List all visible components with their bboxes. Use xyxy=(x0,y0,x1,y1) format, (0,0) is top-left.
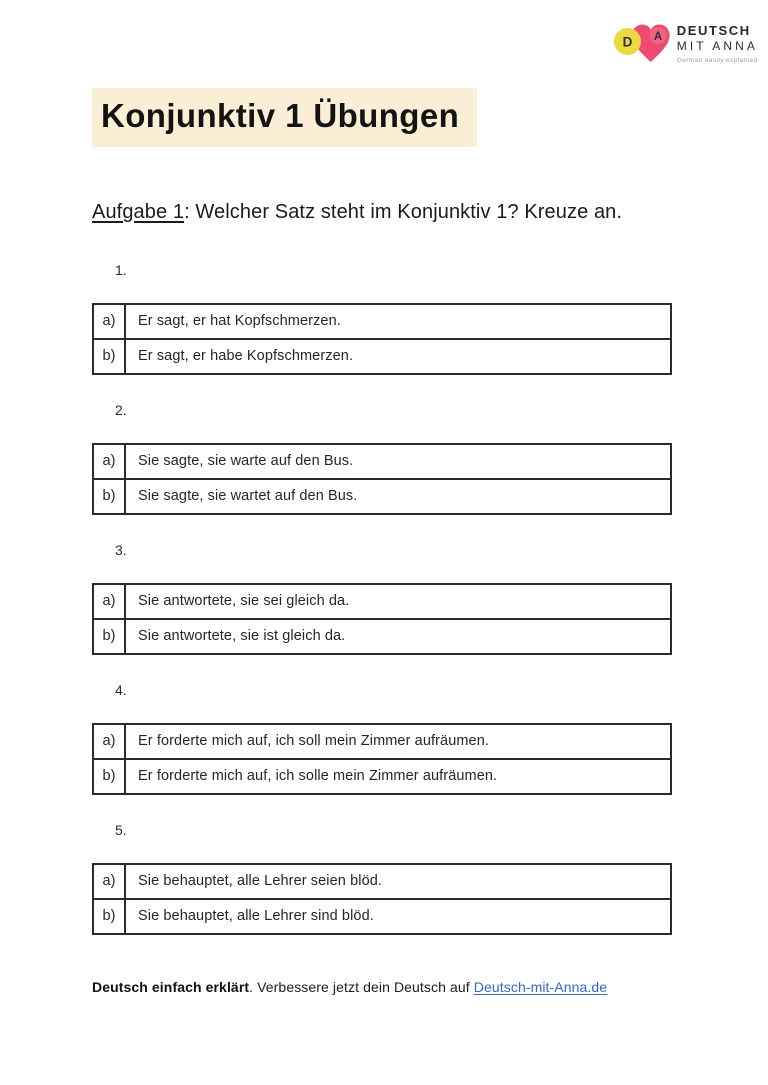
footer xyxy=(92,979,676,995)
option-2a-key-cell: a) xyxy=(93,444,125,479)
option-1b-key-cell: b) xyxy=(93,339,125,374)
footer-brand-text: Deutsch einfach erklärt xyxy=(92,978,250,995)
option-row xyxy=(93,584,671,619)
question-2-options-table xyxy=(92,443,672,515)
brand-wordmark xyxy=(677,17,758,64)
logo-letter-a: A xyxy=(653,31,662,43)
question-1-number: 1. xyxy=(115,261,127,278)
question-1 xyxy=(92,262,676,375)
question-2 xyxy=(92,402,676,515)
option-row xyxy=(93,864,671,899)
option-5b-text: Sie behauptet, alle Lehrer sind blöd. xyxy=(125,899,671,934)
question-5-options-table xyxy=(92,863,672,935)
question-3-options-table xyxy=(92,583,672,655)
page-title: Konjunktiv 1 Übungen xyxy=(92,88,477,147)
option-5a-key-cell: a) xyxy=(93,864,125,899)
option-4b-key-cell: b) xyxy=(93,759,125,794)
option-row xyxy=(93,444,671,479)
question-5 xyxy=(92,822,676,935)
question-2-number: 2. xyxy=(115,401,127,418)
option-5b-key-cell: b) xyxy=(93,899,125,934)
option-row xyxy=(93,759,671,794)
option-4a-key-cell: a) xyxy=(93,724,125,759)
brand-name-line1: DEUTSCH xyxy=(676,23,751,38)
question-5-number: 5. xyxy=(115,821,127,838)
task-heading xyxy=(92,201,676,224)
question-3 xyxy=(92,542,676,655)
option-row xyxy=(93,479,671,514)
footer-cta-text: . Verbessere jetzt dein Deutsch auf xyxy=(249,978,474,995)
question-4-options-table xyxy=(92,723,672,795)
brand-heart-icon xyxy=(614,17,672,65)
option-1a-key-cell: a) xyxy=(93,304,125,339)
brand-name-line2: MIT ANNA xyxy=(676,39,758,54)
option-3b-text: Sie antwortete, sie ist gleich da. xyxy=(125,619,671,654)
question-4-number: 4. xyxy=(115,681,127,698)
option-row xyxy=(93,304,671,339)
option-3b-key-cell: b) xyxy=(93,619,125,654)
question-1-options-table xyxy=(92,303,672,375)
option-row xyxy=(93,339,671,374)
option-3a-key-cell: a) xyxy=(93,584,125,619)
question-3-number: 3. xyxy=(115,541,127,558)
logo-letter-d: D xyxy=(622,34,633,50)
option-4b-text: Er forderte mich auf, ich solle mein Zimmer aufräumen. xyxy=(125,759,671,794)
option-row xyxy=(93,724,671,759)
option-1a-text: Er sagt, er hat Kopfschmerzen. xyxy=(125,304,671,339)
task-label: Aufgabe 1 xyxy=(92,200,185,223)
option-5a-text: Sie behauptet, alle Lehrer seien blöd. xyxy=(125,864,671,899)
option-row xyxy=(93,899,671,934)
footer-website-link[interactable]: Deutsch-mit-Anna.de xyxy=(473,978,608,995)
brand-tagline: German easily explained xyxy=(676,56,758,64)
brand-logo xyxy=(614,17,758,65)
option-3a-text: Sie antwortete, sie sei gleich da. xyxy=(125,584,671,619)
task-instruction: : Welcher Satz steht im Konjunktiv 1? Kreuze an. xyxy=(184,200,623,223)
option-2b-key-cell: b) xyxy=(93,479,125,514)
option-row xyxy=(93,619,671,654)
option-2a-text: Sie sagte, sie warte auf den Bus. xyxy=(125,444,671,479)
question-4 xyxy=(92,682,676,795)
option-2b-text: Sie sagte, sie wartet auf den Bus. xyxy=(125,479,671,514)
option-4a-text: Er forderte mich auf, ich soll mein Zimmer aufräumen. xyxy=(125,724,671,759)
option-1b-text: Er sagt, er habe Kopfschmerzen. xyxy=(125,339,671,374)
